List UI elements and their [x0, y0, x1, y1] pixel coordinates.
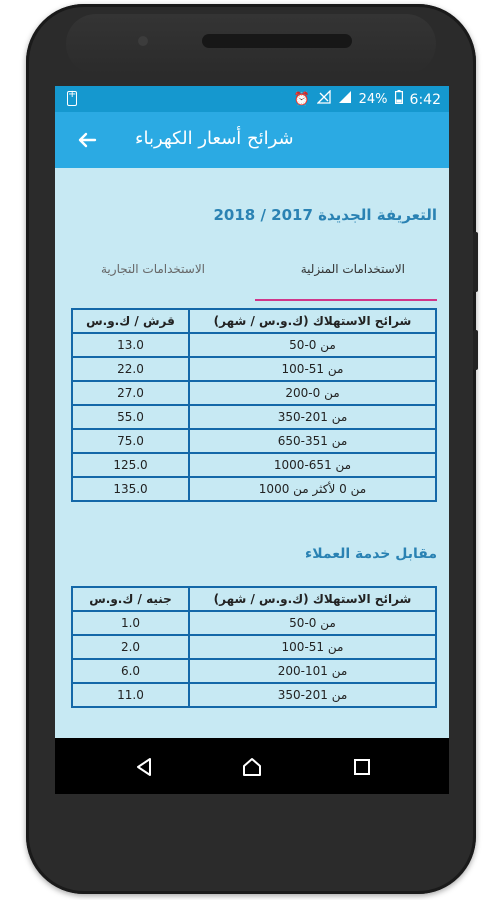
navigation-bar	[55, 738, 449, 794]
customer-service-table	[71, 586, 437, 708]
page-title: شرائح أسعار الكهرباء	[135, 128, 294, 149]
table-row	[73, 334, 435, 356]
price-cell: 27.0	[73, 382, 188, 404]
price-cell: 11.0	[73, 684, 188, 706]
range-cell: من 0-50	[190, 612, 435, 634]
price-cell: 55.0	[73, 406, 188, 428]
table-row	[73, 636, 435, 658]
alarm-icon: ⏰	[293, 91, 310, 107]
column-header-price: جنيه / ك.و.س	[73, 588, 188, 610]
tariff-title: التعريفة الجديدة 2017 / 2018	[213, 206, 437, 224]
price-cell: 1.0	[73, 612, 188, 634]
nav-recents-icon[interactable]	[351, 756, 373, 778]
screen	[55, 86, 449, 738]
table-row	[73, 612, 435, 634]
table-row	[73, 454, 435, 476]
range-cell: من 651-1000	[190, 454, 435, 476]
range-cell: من 0 لأكثر من 1000	[190, 478, 435, 500]
table-row	[73, 660, 435, 682]
table-row	[73, 478, 435, 500]
earpiece-speaker	[202, 34, 352, 48]
table-row	[73, 406, 435, 428]
volume-button	[473, 232, 478, 292]
range-cell: من 101-200	[190, 660, 435, 682]
battery-percent: 24%	[358, 91, 388, 107]
price-cell: 6.0	[73, 660, 188, 682]
range-cell: من 201-350	[190, 406, 435, 428]
column-header-range: شرائح الاستهلاك (ك.و.س / شهر)	[190, 310, 435, 332]
range-cell: من 51-100	[190, 636, 435, 658]
power-button	[473, 330, 478, 370]
section-title-customer-service: مقابل خدمة العملاء	[305, 546, 437, 562]
back-arrow-icon[interactable]	[73, 126, 101, 154]
range-cell: من 351-650	[190, 430, 435, 452]
app-bar	[55, 112, 449, 168]
nav-home-icon[interactable]	[241, 756, 263, 778]
table-row	[73, 684, 435, 706]
status-bar	[55, 86, 449, 112]
range-cell: من 201-350	[190, 684, 435, 706]
range-cell: من 0-200	[190, 382, 435, 404]
nav-back-icon[interactable]	[133, 756, 155, 778]
signal-off-icon	[317, 90, 331, 109]
price-cell: 135.0	[73, 478, 188, 500]
range-cell: من 0-50	[190, 334, 435, 356]
price-cell: 22.0	[73, 358, 188, 380]
battery-icon	[395, 90, 403, 109]
table-row	[73, 430, 435, 452]
tariff-table	[71, 308, 437, 502]
content-area	[55, 168, 449, 738]
clock: 6:42	[409, 91, 441, 108]
tab-home-use[interactable]: الاستخدامات المنزلية	[300, 262, 405, 276]
table-row	[73, 358, 435, 380]
column-header-range: شرائح الاستهلاك (ك.و.س / شهر)	[190, 588, 435, 610]
column-header-price: قرش / ك.و.س	[73, 310, 188, 332]
cell-signal-icon	[338, 90, 352, 109]
table-row	[73, 382, 435, 404]
tab-indicator	[255, 299, 437, 301]
price-cell: 75.0	[73, 430, 188, 452]
price-cell: 13.0	[73, 334, 188, 356]
tabs	[55, 250, 449, 290]
range-cell: من 51-100	[190, 358, 435, 380]
front-camera	[138, 36, 148, 46]
price-cell: 2.0	[73, 636, 188, 658]
battery-charging-icon	[67, 91, 77, 106]
tab-commercial-use[interactable]: الاستخدامات التجارية	[101, 262, 206, 276]
price-cell: 125.0	[73, 454, 188, 476]
